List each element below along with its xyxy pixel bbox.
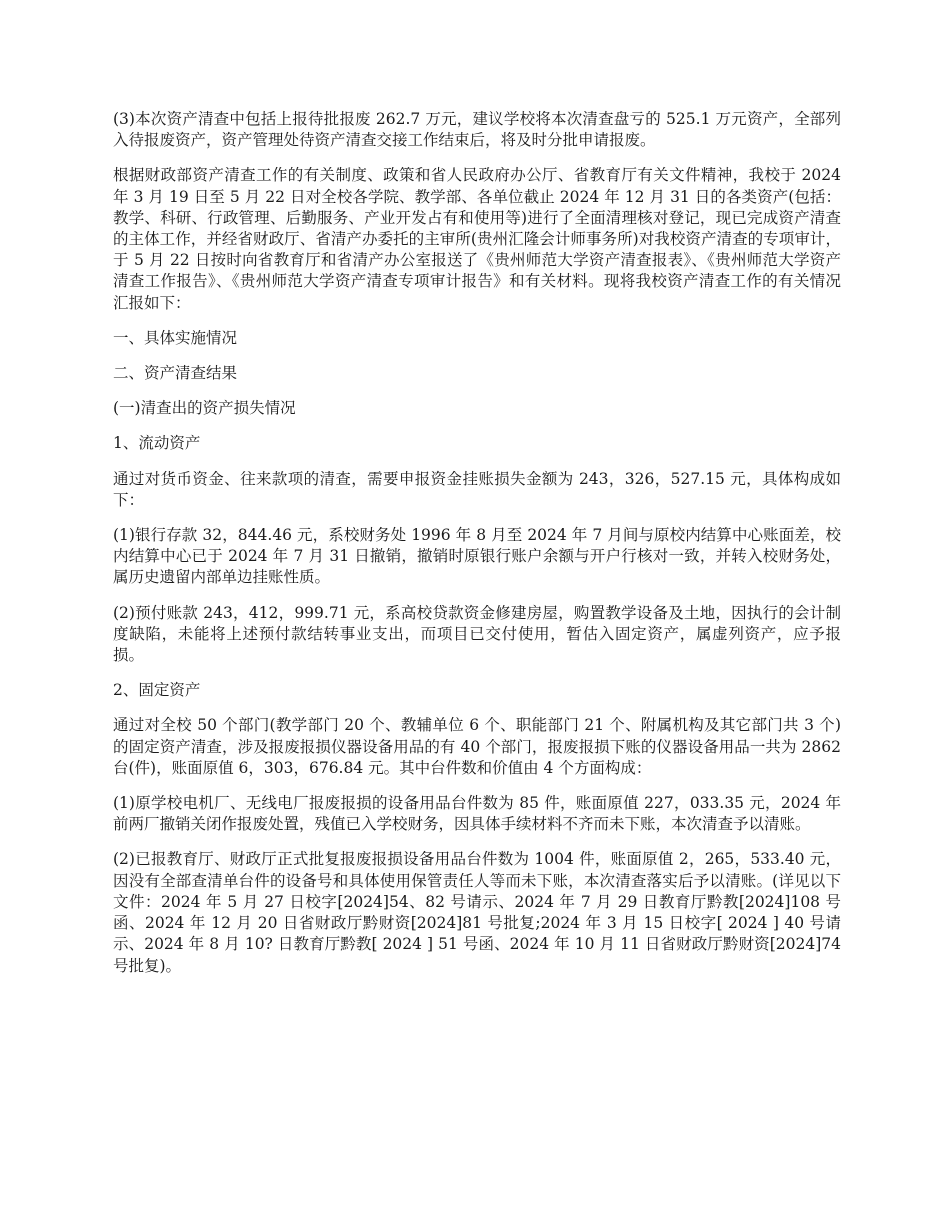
heading-asset-loss: (一)清查出的资产损失情况 [113, 399, 296, 418]
paragraph-prepayment: (2)预付账款 243，412，999.71 元，系高校贷款资金修建房屋，购置教学设备及土地，因执行的会计制度缺陷，未能将上述预付款结转事业支出，而项目已交付使用，暂估入固定资产，属虚列资产，应予报损。 [113, 603, 841, 665]
paragraph-approved-scrap: (2)已报教育厅、财政厅正式批复报废报损设备用品台件数为 1004 件，账面原值 2，265，533.40 元，因没有全部查清单台件的设备号和具体使用保管责任人等而未下账，本次清查落实后予以清账。(详见以下文件：2024 年 5 月 27 日校字[2024]54、82 号请示、2024 年 7 月 29 日教育厅黔教[2024]108 号函、2024 年 12 月 20 日省财政厅黔财资[2024]81 号批复;2024 年 3 月 15 日校字[ 2024 ] 40 号请示、2024 年 8 月 10? 日教育厅黔教[ 2024 ] 51 号函、2024 年 10 月 11 日省财政厅黔财资[2024]74 号批复)。 [113, 850, 841, 975]
paragraph-scrap-proposal: (3)本次资产清查中包括上报待批报废 262.7 万元，建议学校将本次清查盘亏的 525.1 万元资产，全部列入待报废资产，资产管理处待资产清查交接工作结束后，将及时分批申请报废。 [113, 110, 841, 150]
paragraph-introduction: 根据财政部资产清查工作的有关制度、政策和省人民政府办公厅、省教育厅有关文件精神，我校于 2024 年 3 月 19 日至 5 月 22 日对全校各学院、教学部、各单位截止 2024 年 12 月 31 日的各类资产(包括：教学、科研、行政管理、后勤服务、产业开发占有和使用等)进行了全面清理核对登记，现已完成资产清查的主体工作，并经省财政厅、省清产办委托的主审所(贵州汇隆会计师事务所)对我校资产清查的专项审计，于 5 月 22 日按时向省教育厅和省清产办公室报送了《贵州师范大学资产清查报表》、《贵州师范大学资产清查工作报告》、《贵州师范大学资产清查专项审计报告》和有关材料。现将我校资产清查工作的有关情况汇报如下： [113, 166, 841, 312]
paragraph-bank-deposit: (1)银行存款 32，844.46 元，系校财务处 1996 年 8 月至 2024 年 7 月间与原校内结算中心账面差，校内结算中心已于 2024 年 7 月 31 日撤销，撤销时原银行账户余额与开户行核对一致，并转入校财务处，属历史遗留内部单边挂账性质。 [113, 526, 841, 587]
heading-implementation: 一、具体实施情况 [113, 328, 238, 347]
heading-results: 二、资产清查结果 [113, 364, 238, 383]
heading-current-assets: 1、流动资产 [113, 434, 201, 453]
heading-fixed-assets: 2、固定资产 [113, 681, 201, 700]
paragraph-fixed-assets-summary: 通过对全校 50 个部门(教学部门 20 个、教辅单位 6 个、职能部门 21 个、附属机构及其它部门共 3 个)的固定资产清查，涉及报废报损仪器设备用品的有 40 个部门，报废报损下账的仪器设备用品一共为 2862 台(件)，账面原值 6，303，676.84 元。其中台件数和价值由 4 个方面构成： [113, 716, 841, 777]
paragraph-factory-equipment: (1)原学校电机厂、无线电厂报废报损的设备用品台件数为 85 件，账面原值 227，033.35 元，2024 年前两厂撤销关闭作报废处置，残值已入学校财务，因具体手续材料不齐而未下账，本次清查予以清账。 [113, 794, 841, 834]
paragraph-current-assets-summary: 通过对货币资金、往来款项的清查，需要申报资金挂账损失金额为 243，326，527.15 元，具体构成如下： [113, 469, 841, 509]
document-page [113, 109, 841, 991]
